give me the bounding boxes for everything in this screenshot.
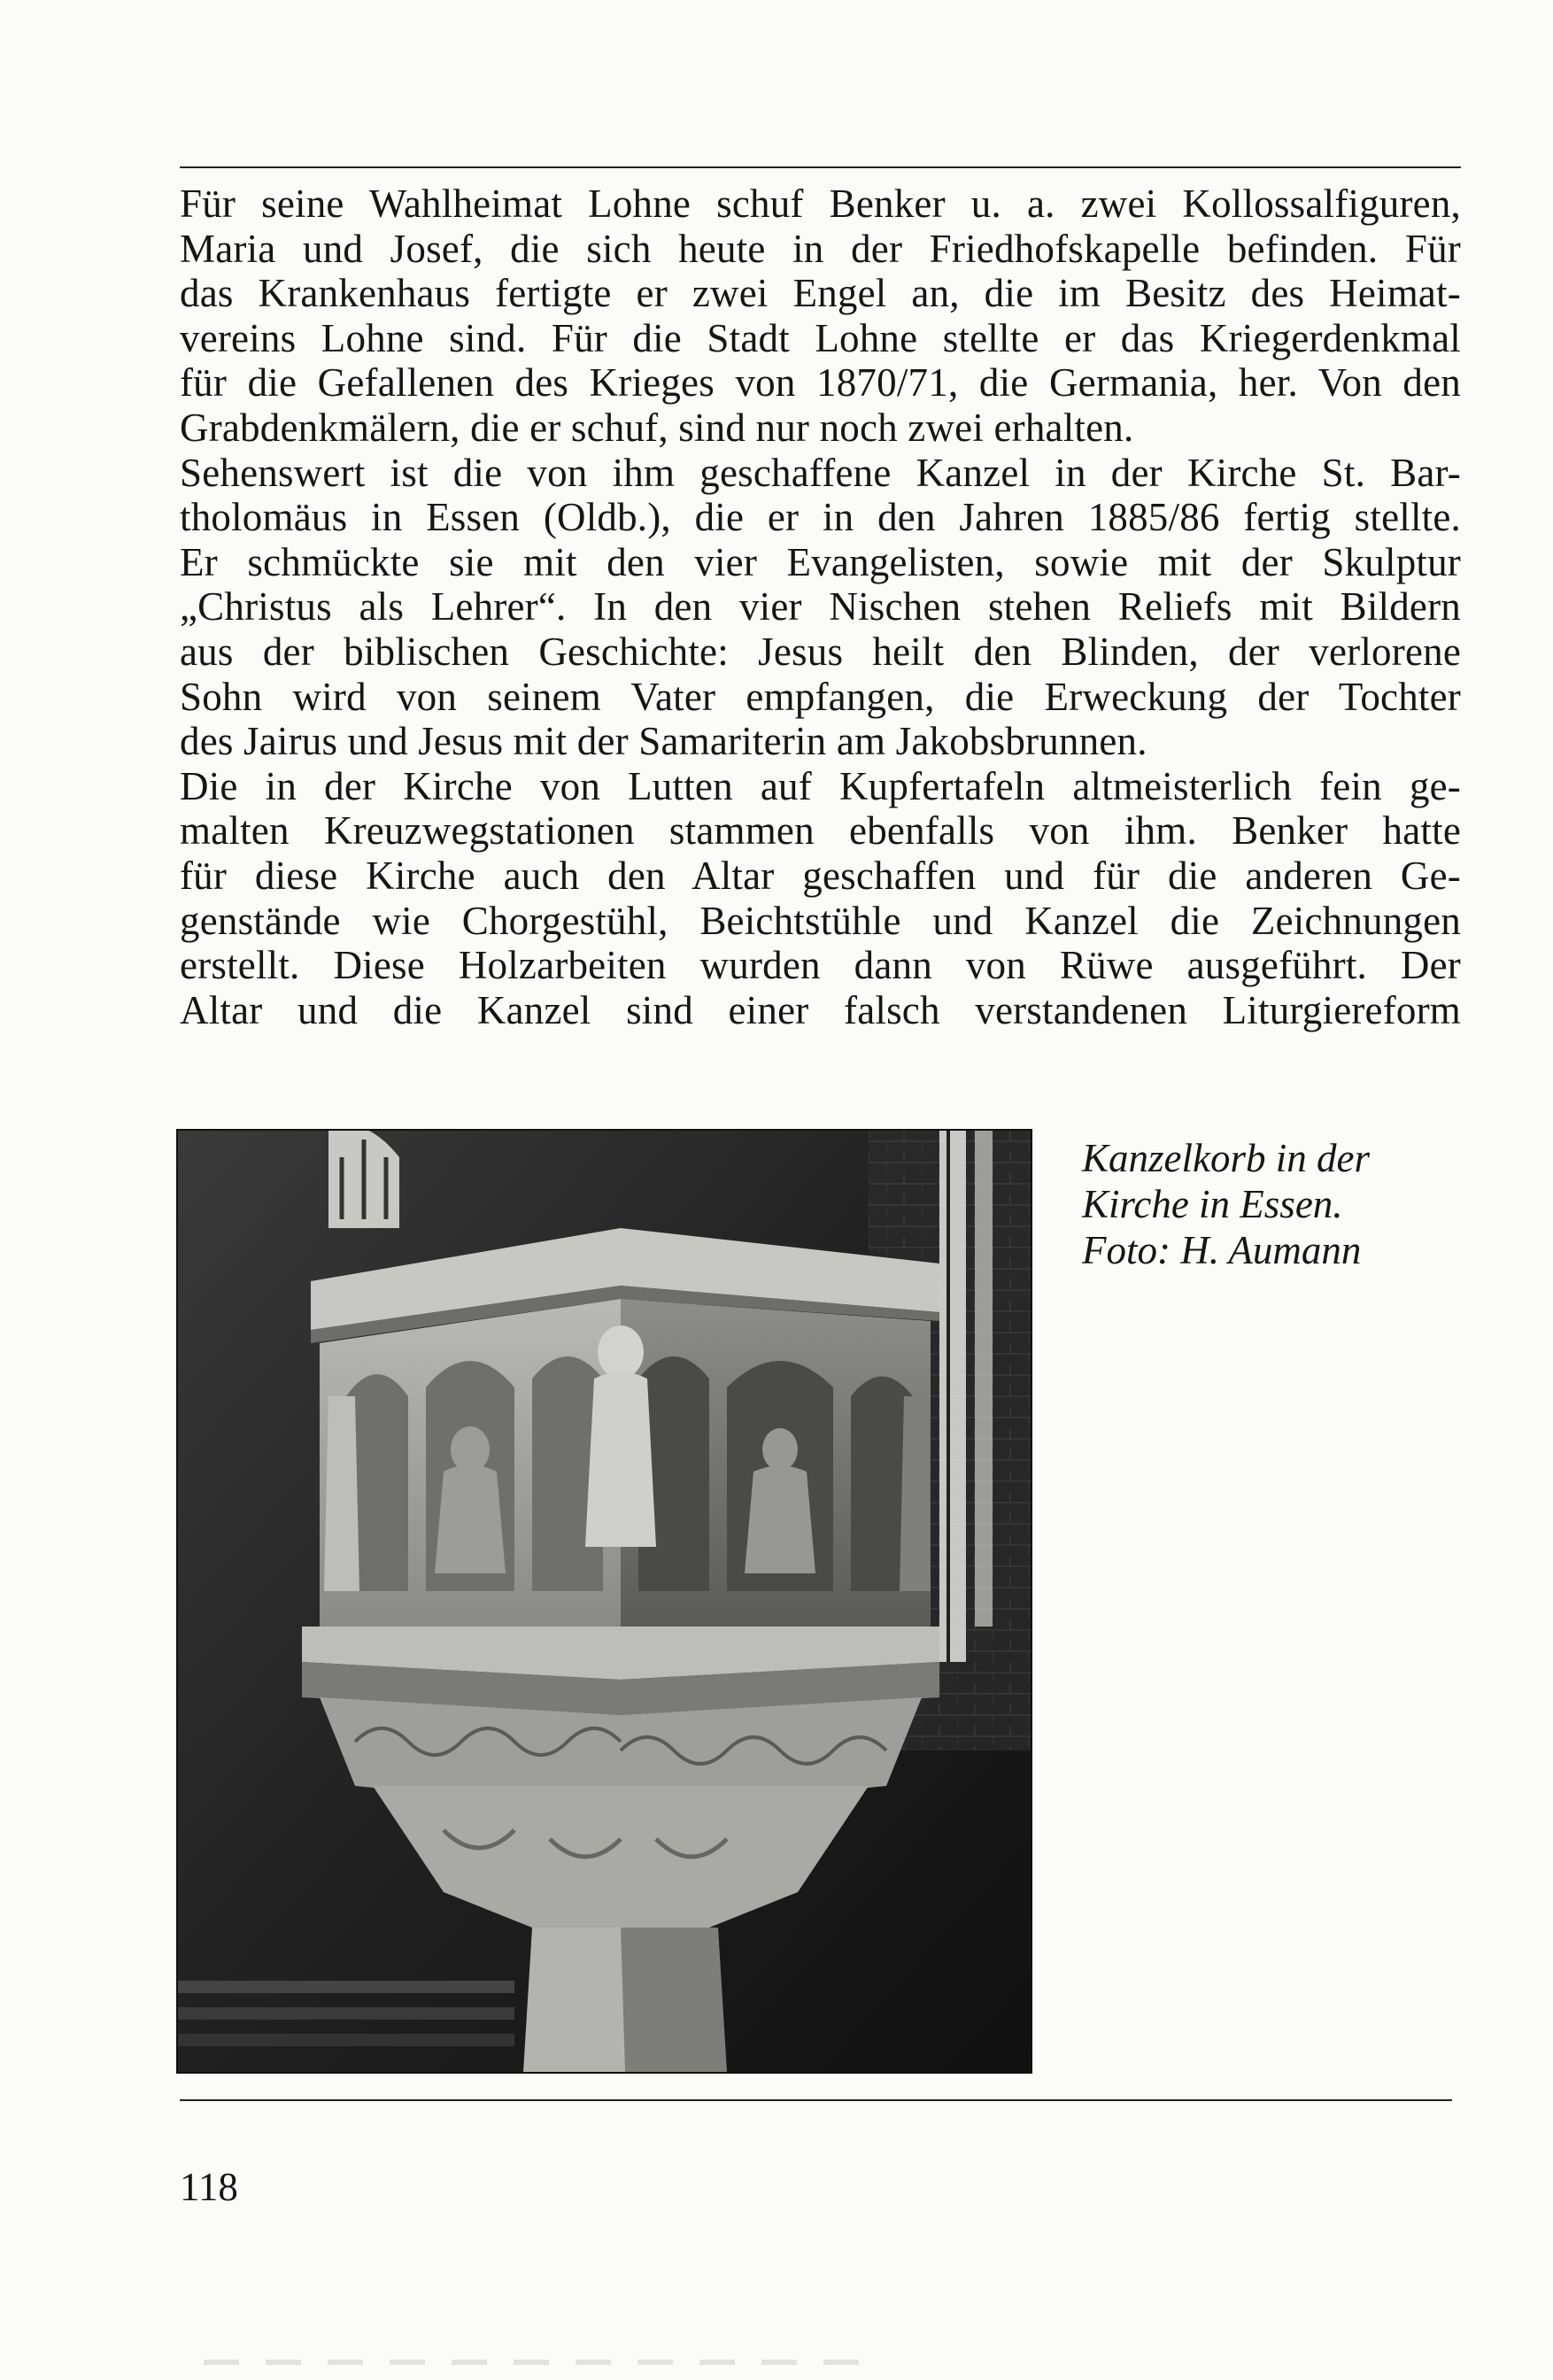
text-line: Die in der Kirche von Lutten auf Kupfertafeln altmeisterlich fein ge-: [180, 763, 1461, 808]
scan-artifact: [204, 2360, 877, 2365]
caption-line: Kanzelkorb in der: [1082, 1136, 1370, 1180]
text-line: für die Gefallenen des Krieges von 1870/71, die Germania, her. Von den: [180, 360, 1461, 406]
text-line: genstände wie Chorgestühl, Beichtstühle und Kanzel die Zeichnungen: [180, 898, 1461, 943]
text-line: Grabdenkmälern, die er schuf, sind nur noch zwei erhalten.: [180, 405, 1134, 450]
header-rule: [180, 166, 1461, 168]
photo-caption: [1082, 1135, 1454, 1273]
pulpit-photo: [176, 1129, 1032, 2074]
pulpit-illustration: [178, 1131, 1031, 2072]
text-line: das Krankenhaus fertigte er zwei Engel an, die im Besitz des Heimat-: [180, 271, 1461, 316]
text-line: Sohn wird von seinem Vater empfangen, die Erweckung der Tochter: [180, 674, 1461, 719]
text-line: malten Kreuzwegstationen stammen ebenfalls von ihm. Benker hatte: [180, 808, 1461, 854]
text-line: Sehenswert ist die von ihm geschaffene Kanzel in der Kirche St. Bar-: [180, 450, 1461, 495]
footer-rule: [180, 2099, 1452, 2101]
text-line: erstellt. Diese Holzarbeiten wurden dann von Rüwe ausgeführt. Der: [180, 943, 1461, 988]
caption-line: Foto: H. Aumann: [1082, 1228, 1362, 1272]
text-line: für diese Kirche auch den Altar geschaffen und für die anderen Ge-: [180, 853, 1461, 898]
text-line: Für seine Wahlheimat Lohne schuf Benker u. a. zwei Kollossalfiguren,: [180, 182, 1461, 226]
text-line: Maria und Josef, die sich heute in der Friedhofskapelle befinden. Für: [180, 226, 1461, 271]
text-line: Altar und die Kanzel sind einer falsch verstandenen Liturgiereform: [180, 987, 1461, 1032]
text-line: des Jairus und Jesus mit der Samariterin am Jakobsbrunnen.: [180, 719, 1147, 764]
text-line: Er schmückte sie mit den vier Evangelisten, sowie mit der Skulptur: [180, 539, 1461, 584]
page-number: 118: [180, 2165, 238, 2209]
paragraph-1: [180, 182, 1461, 451]
text-line: vereins Lohne sind. Für die Stadt Lohne stellte er das Kriegerdenkmal: [180, 315, 1461, 360]
paragraph-2: [180, 451, 1461, 764]
text-line: tholomäus in Essen (Oldb.), die er in den Jahren 1885/86 fertig stellte.: [180, 495, 1461, 540]
caption-line: Kirche in Essen.: [1082, 1182, 1343, 1226]
body-text: [180, 182, 1461, 1032]
text-line: aus der biblischen Geschichte: Jesus heilt den Blinden, der verlorene: [180, 629, 1461, 674]
text-line: „Christus als Lehrer“. In den vier Nischen stehen Reliefs mit Bildern: [180, 584, 1461, 630]
paragraph-3: [180, 764, 1461, 1033]
